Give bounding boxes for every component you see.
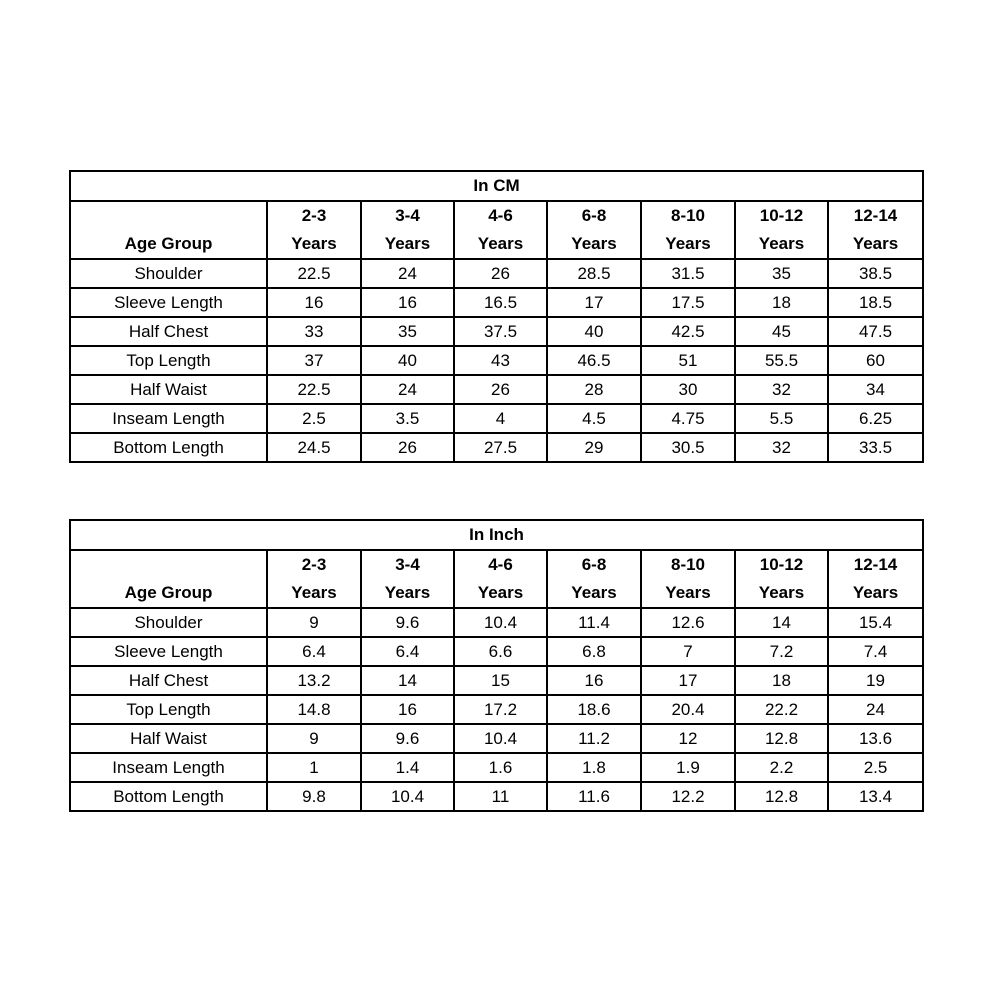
measurement-value: 14 — [361, 666, 454, 695]
measurement-value: 18 — [735, 666, 828, 695]
measurement-value: 37.5 — [454, 317, 547, 346]
measurement-value: 32 — [735, 375, 828, 404]
measurement-value: 29 — [547, 433, 641, 462]
measurement-value: 60 — [828, 346, 923, 375]
measurement-value: 6.8 — [547, 637, 641, 666]
table-row — [70, 433, 923, 462]
measurement-value: 24 — [828, 695, 923, 724]
age-column-header — [361, 201, 454, 259]
table-row — [70, 259, 923, 288]
measurement-label: Half Chest — [70, 666, 267, 695]
age-unit-label: Years — [291, 583, 337, 602]
measurement-value: 20.4 — [641, 695, 735, 724]
measurement-value: 26 — [454, 375, 547, 404]
age-column-header — [547, 201, 641, 259]
age-range-label: 4-6 — [488, 206, 513, 225]
age-column-header — [361, 550, 454, 608]
measurement-value: 1.8 — [547, 753, 641, 782]
measurement-value: 14 — [735, 608, 828, 637]
table-row — [70, 666, 923, 695]
measurement-value: 32 — [735, 433, 828, 462]
measurement-value: 4.5 — [547, 404, 641, 433]
age-unit-label: Years — [665, 583, 711, 602]
age-column-header — [735, 201, 828, 259]
age-column-header — [267, 550, 361, 608]
table-header-row — [70, 201, 923, 259]
measurement-value: 26 — [361, 433, 454, 462]
measurement-value: 12 — [641, 724, 735, 753]
measurement-value: 7 — [641, 637, 735, 666]
measurement-label: Half Waist — [70, 375, 267, 404]
age-column-header — [641, 550, 735, 608]
age-unit-label: Years — [384, 583, 431, 602]
measurement-value: 13.4 — [828, 782, 923, 811]
table-header-row — [70, 550, 923, 608]
measurement-value: 7.4 — [828, 637, 923, 666]
measurement-label: Shoulder — [70, 259, 267, 288]
age-column-header — [267, 201, 361, 259]
measurement-value: 47.5 — [828, 317, 923, 346]
measurement-value: 40 — [547, 317, 641, 346]
measurement-value: 14.8 — [267, 695, 361, 724]
measurement-value: 10.4 — [454, 608, 547, 637]
age-unit-label: Years — [291, 234, 337, 253]
age-range-label: 3-4 — [395, 206, 420, 225]
measurement-value: 16 — [547, 666, 641, 695]
measurement-value: 2.2 — [735, 753, 828, 782]
measurement-value: 12.8 — [735, 782, 828, 811]
measurement-value: 17 — [547, 288, 641, 317]
measurement-value: 40 — [361, 346, 454, 375]
measurement-value: 3.5 — [361, 404, 454, 433]
age-unit-label: Years — [571, 234, 617, 253]
measurement-value: 24 — [361, 259, 454, 288]
measurement-value: 24.5 — [267, 433, 361, 462]
measurement-label: Inseam Length — [70, 753, 267, 782]
measurement-value: 55.5 — [735, 346, 828, 375]
measurement-value: 10.4 — [361, 782, 454, 811]
age-column-header — [828, 550, 923, 608]
measurement-value: 7.2 — [735, 637, 828, 666]
age-unit-label: Years — [852, 583, 899, 602]
age-range-label: 4-6 — [488, 555, 513, 574]
measurement-label: Bottom Length — [70, 433, 267, 462]
measurement-value: 13.2 — [267, 666, 361, 695]
measurement-value: 24 — [361, 375, 454, 404]
measurement-value: 9 — [267, 608, 361, 637]
measurement-value: 1 — [267, 753, 361, 782]
measurement-value: 1.9 — [641, 753, 735, 782]
age-range-label: 10-12 — [759, 206, 804, 225]
measurement-value: 2.5 — [267, 404, 361, 433]
measurement-value: 18.5 — [828, 288, 923, 317]
measurement-value: 10.4 — [454, 724, 547, 753]
measurement-value: 9.8 — [267, 782, 361, 811]
age-group-header: Age Group — [70, 201, 267, 259]
age-column-header — [641, 201, 735, 259]
measurement-value: 12.6 — [641, 608, 735, 637]
measurement-value: 26 — [454, 259, 547, 288]
measurement-value: 35 — [361, 317, 454, 346]
age-range-label: 2-3 — [301, 206, 327, 225]
measurement-value: 22.2 — [735, 695, 828, 724]
table-row — [70, 637, 923, 666]
age-range-label: 8-10 — [670, 206, 706, 225]
measurement-value: 28 — [547, 375, 641, 404]
table-title-row — [70, 520, 923, 550]
measurement-value: 1.4 — [361, 753, 454, 782]
measurement-value: 22.5 — [267, 375, 361, 404]
measurement-value: 11.4 — [547, 608, 641, 637]
table-row — [70, 753, 923, 782]
measurement-value: 33 — [267, 317, 361, 346]
measurement-value: 6.6 — [454, 637, 547, 666]
measurement-value: 35 — [735, 259, 828, 288]
age-column-header — [547, 550, 641, 608]
age-column-header — [454, 550, 547, 608]
measurement-value: 33.5 — [828, 433, 923, 462]
measurement-value: 12.2 — [641, 782, 735, 811]
table-body — [70, 520, 923, 811]
measurement-label: Sleeve Length — [70, 288, 267, 317]
measurement-value: 42.5 — [641, 317, 735, 346]
measurement-value: 9 — [267, 724, 361, 753]
table-row — [70, 608, 923, 637]
measurement-value: 11 — [454, 782, 547, 811]
measurement-value: 4 — [454, 404, 547, 433]
measurement-label: Half Chest — [70, 317, 267, 346]
measurement-value: 6.4 — [361, 637, 454, 666]
measurement-value: 11.6 — [547, 782, 641, 811]
measurement-value: 2.5 — [828, 753, 923, 782]
age-unit-label: Years — [758, 583, 805, 602]
measurement-value: 30 — [641, 375, 735, 404]
table-title-row — [70, 171, 923, 201]
measurement-value: 27.5 — [454, 433, 547, 462]
measurement-value: 6.25 — [828, 404, 923, 433]
measurement-label: Top Length — [70, 695, 267, 724]
measurement-value: 19 — [828, 666, 923, 695]
measurement-value: 15.4 — [828, 608, 923, 637]
age-range-label: 2-3 — [301, 555, 327, 574]
table-row — [70, 375, 923, 404]
size-chart-cm-table — [69, 170, 924, 463]
table-row — [70, 695, 923, 724]
measurement-value: 15 — [454, 666, 547, 695]
measurement-value: 31.5 — [641, 259, 735, 288]
measurement-value: 6.4 — [267, 637, 361, 666]
measurement-value: 9.6 — [361, 608, 454, 637]
measurement-value: 43 — [454, 346, 547, 375]
measurement-label: Inseam Length — [70, 404, 267, 433]
age-range-label: 12-14 — [853, 555, 898, 574]
table-title: In CM — [70, 171, 923, 201]
age-column-header — [735, 550, 828, 608]
age-range-label: 8-10 — [670, 555, 706, 574]
table-row — [70, 288, 923, 317]
age-column-header — [828, 201, 923, 259]
age-range-label: 3-4 — [395, 555, 420, 574]
measurement-value: 28.5 — [547, 259, 641, 288]
size-chart-inch-table — [69, 519, 924, 812]
measurement-value: 17.2 — [454, 695, 547, 724]
measurement-value: 18.6 — [547, 695, 641, 724]
measurement-value: 37 — [267, 346, 361, 375]
measurement-value: 45 — [735, 317, 828, 346]
measurement-value: 46.5 — [547, 346, 641, 375]
measurement-label: Sleeve Length — [70, 637, 267, 666]
measurement-value: 16 — [361, 695, 454, 724]
measurement-value: 18 — [735, 288, 828, 317]
measurement-value: 12.8 — [735, 724, 828, 753]
table-row — [70, 404, 923, 433]
age-range-label: 6-8 — [581, 206, 607, 225]
age-unit-label: Years — [571, 583, 617, 602]
table-row — [70, 346, 923, 375]
measurement-value: 1.6 — [454, 753, 547, 782]
measurement-label: Shoulder — [70, 608, 267, 637]
measurement-label: Half Waist — [70, 724, 267, 753]
age-range-label: 6-8 — [581, 555, 607, 574]
age-range-label: 10-12 — [759, 555, 804, 574]
table-row — [70, 724, 923, 753]
age-unit-label: Years — [384, 234, 431, 253]
measurement-value: 16 — [267, 288, 361, 317]
measurement-value: 16.5 — [454, 288, 547, 317]
measurement-value: 17 — [641, 666, 735, 695]
measurement-value: 38.5 — [828, 259, 923, 288]
measurement-value: 5.5 — [735, 404, 828, 433]
age-unit-label: Years — [477, 234, 524, 253]
table-body — [70, 171, 923, 462]
measurement-value: 13.6 — [828, 724, 923, 753]
table-row — [70, 317, 923, 346]
measurement-value: 17.5 — [641, 288, 735, 317]
table-title: In Inch — [70, 520, 923, 550]
age-column-header — [454, 201, 547, 259]
measurement-value: 16 — [361, 288, 454, 317]
measurement-label: Top Length — [70, 346, 267, 375]
age-unit-label: Years — [665, 234, 711, 253]
age-unit-label: Years — [852, 234, 899, 253]
measurement-value: 11.2 — [547, 724, 641, 753]
measurement-value: 34 — [828, 375, 923, 404]
measurement-value: 51 — [641, 346, 735, 375]
age-group-header: Age Group — [70, 550, 267, 608]
measurement-value: 4.75 — [641, 404, 735, 433]
age-unit-label: Years — [758, 234, 805, 253]
age-unit-label: Years — [477, 583, 524, 602]
measurement-value: 9.6 — [361, 724, 454, 753]
table-row — [70, 782, 923, 811]
measurement-label: Bottom Length — [70, 782, 267, 811]
measurement-value: 22.5 — [267, 259, 361, 288]
measurement-value: 30.5 — [641, 433, 735, 462]
age-range-label: 12-14 — [853, 206, 898, 225]
